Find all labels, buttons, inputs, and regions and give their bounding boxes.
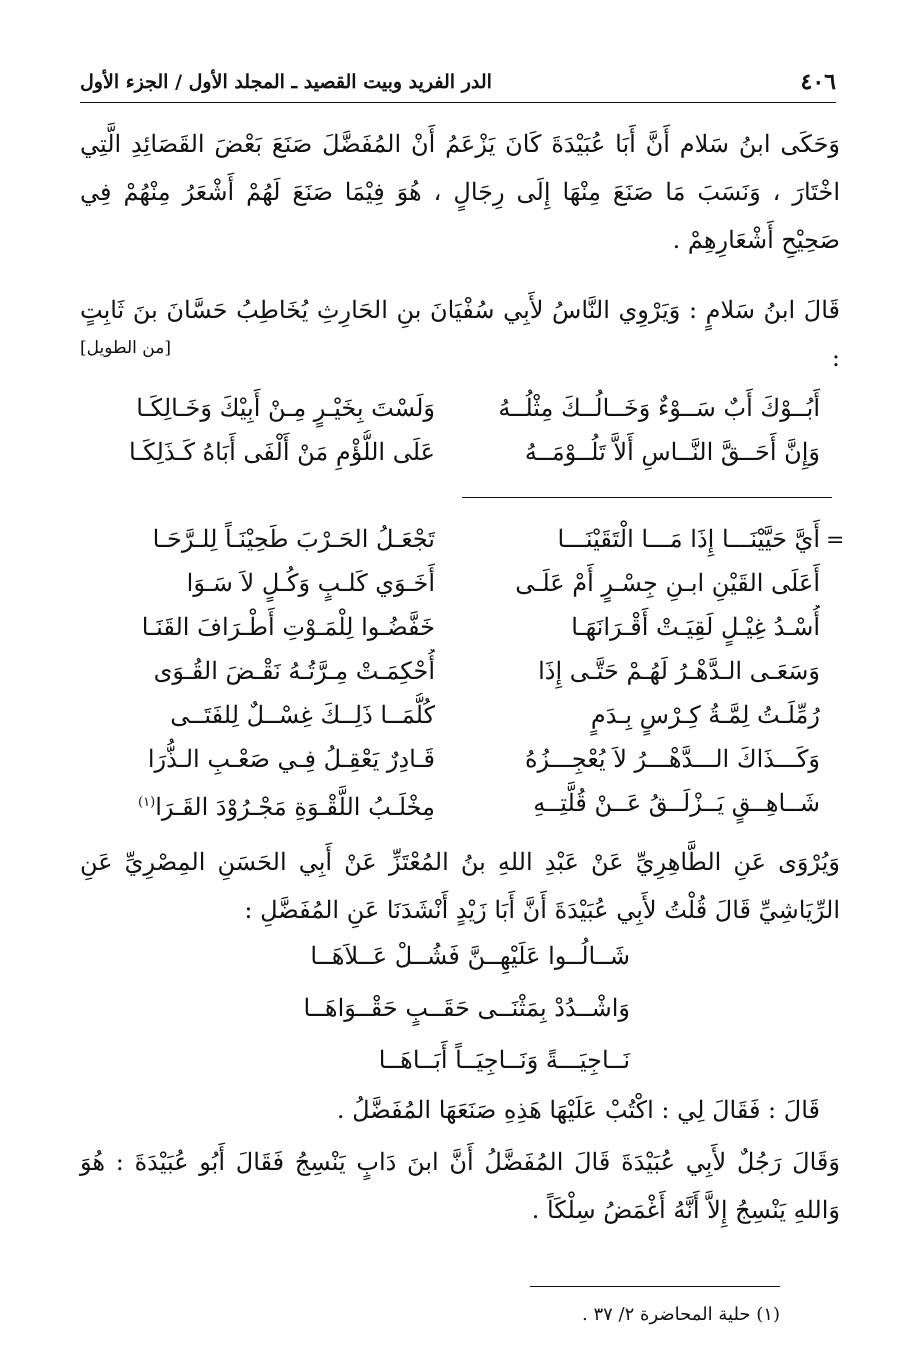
verse-hemistich: كُلُّمَــا ذَلِــكَ غِسْــلٌ لِلفَتَــى	[170, 701, 435, 729]
poem-2	[110, 517, 820, 825]
verse-hemistich: قَـادِرٌ يَعْقِـلُ فِـي صَعْـبِ الـذُّرَا	[147, 745, 435, 773]
footnote-separator-line	[530, 1286, 780, 1287]
short-verse-line: نَــاجِيَـــةً وَنَــاجِيَــاً أَبَــاهَــا	[378, 1046, 630, 1074]
continuation-mark: =	[826, 528, 845, 553]
page-number: ٤٠٦	[800, 69, 836, 95]
verse-hemistich: أَعَلَى القَيْنِ ابـنِ جِسْـرٍ أَمْ عَلَـى	[515, 569, 820, 597]
verse-hemistich: وَإِنَّ أَحَــقَّ النَّــاسِ أَلاَّ تَلُــوْمَــهُ	[524, 438, 820, 466]
verse-hemistich: أَبُــوْكَ أَبٌ سَــوْءٌ وَخَــالُــكَ مِثْلُــهُ	[498, 394, 820, 422]
verse-hemistich: أَخَـوَي كَلـبٍ وَكُـلٍ لاَ سَـوَا	[186, 569, 435, 597]
verse-hemistich: وَكَـــذَاكَ الـــدَّهْـــرُ لاَ يُعْجِـــزُهُ	[524, 745, 820, 773]
verse-hemistich: وَسَعَـى الـدَّهْـرُ لَهُـمْ حَتَّـى إِذَا	[538, 657, 820, 685]
verse-hemistich-text: مِخْلَـبُ اللَّقْـوَةِ مَجْـرُوْدَ القَـرَا	[155, 793, 435, 821]
verse-hemistich: شَــاهِــقٍ يَــزْلَــقُ عَــنْ قُلَّتِــهِ	[533, 789, 820, 817]
short-verse-line: شَــالُــوا عَلَيْهِــنَّ فَشُــلْ عَــلاَهَــا	[310, 942, 630, 970]
page-header	[80, 62, 836, 103]
paragraph-4: قَالَ : فَقَالَ لِي : اكْتُبْ عَلَيْهَا هَذِهِ صَنَعَهَا المُفَضَّلُ .	[336, 1096, 820, 1124]
paragraph-3: وَيُرْوَى عَنِ الطَّاهِرِيِّ عَنْ عَبْدِ اللهِ بنُ المُعْتَزِّ عَنْ أَبِي الحَسَنِ المِصْرِيِّ عَنِ الرِّيَاشِيِّ قَالَ قُلْتُ لأَبِي عُبَيْدَةَ أَنَّ أَبَا زَيْدٍ أَنْشَدَنَا عَنِ المُفَضَّلِ :	[80, 848, 840, 924]
short-verse-line: وَاشْــدُدْ بِمَثْنَــى حَقَــبٍ حَقْــوَاهَــا	[303, 994, 630, 1022]
paragraph-1: وَحَكَى ابنُ سَلام أَنَّ أَبَا عُبَيْدَةَ كَانَ يَزْعَمُ أَنْ المُفَضَّلَ صَنَعَ بَعْضَ القَصَائِدِ الَّتِي اخْتَارَ ، وَنَسَبَ مَا صَنَعَ مِنْهَا إِلَى رِجَالٍ ، هُوَ فِيْمَا صَنَعَ لَهُمْ أَشْعَرُ مِنْهُمْ فِي صَحِيْحِ أَشْعَارِهِمْ .	[80, 130, 840, 254]
verse-hemistich: أُسْـدُ غِيْـلٍ لَقِيَـتْ أَقْـرَانَهَـا	[571, 613, 820, 641]
paragraph-2: قَالَ ابنُ سَلامٍ : وَيَرْوِي النَّاسُ لأَبِي سُفْيَانَ بنِ الحَارِثِ يُخَاطِبُ حَسَّانَ بنَ ثَابِتٍ :	[80, 296, 840, 372]
footnote-marker: (١)	[138, 795, 156, 810]
poem-separator-line	[462, 497, 832, 498]
verse-hemistich-with-note	[110, 781, 435, 825]
verse-hemistich: وَلَسْتَ بِخَيْـرٍ مِـنْ أَبِيْكَ وَخَـالِكَـا	[136, 394, 435, 422]
paragraph-5: وَقَالَ رَجُلٌ لأَبِي عُبَيْدَةَ قَالَ المُفَضَّلُ أَنَّ ابنَ دَابٍ يَنْسِجُ فَقَالَ أَبُو عُبَيْدَةَ : هُوَ وَاللهِ يَنْسِجُ إِلاَّ أَنَّهُ أَغْمَضُ سِلْكَاً .	[80, 1148, 840, 1224]
verse-hemistich: رُمِّلَـتُ لِمَّـةُ كِـرْسٍ بِـدَمٍ	[590, 701, 820, 729]
verse-hemistich: أَيَّ حَيَّيْنَـــا إِذَا مَـــا الْتَقَيْنَـــا	[557, 525, 820, 553]
verse-hemistich: تَجْعَـلُ الحَـرْبَ طَحِيْنَـاً لِلـرَّحَـا	[152, 525, 435, 553]
footnote: (١) حلية المحاضرة ٢/ ٣٧ .	[582, 1304, 780, 1325]
poem-1	[110, 386, 820, 474]
verse-hemistich: خَفَّضُـوا لِلْمَـوْتِ أَطْـرَافَ القَنَـا	[141, 613, 435, 641]
running-title: الدر الفريد وبيت القصيد ـ المجلد الأول / الجزء الأول	[80, 71, 492, 93]
short-verses	[290, 930, 630, 1086]
verse-hemistich: أُحْكِمَـتْ مِـرَّتُـهُ نَقْـضَ القُـوَى	[153, 657, 435, 685]
verse-hemistich: عَلَى اللُّؤْمِ مَنْ أَلْفَى أَبَاهُ كَـذَلِكَـا	[128, 438, 435, 466]
meter-label: [من الطويل]	[80, 338, 171, 358]
